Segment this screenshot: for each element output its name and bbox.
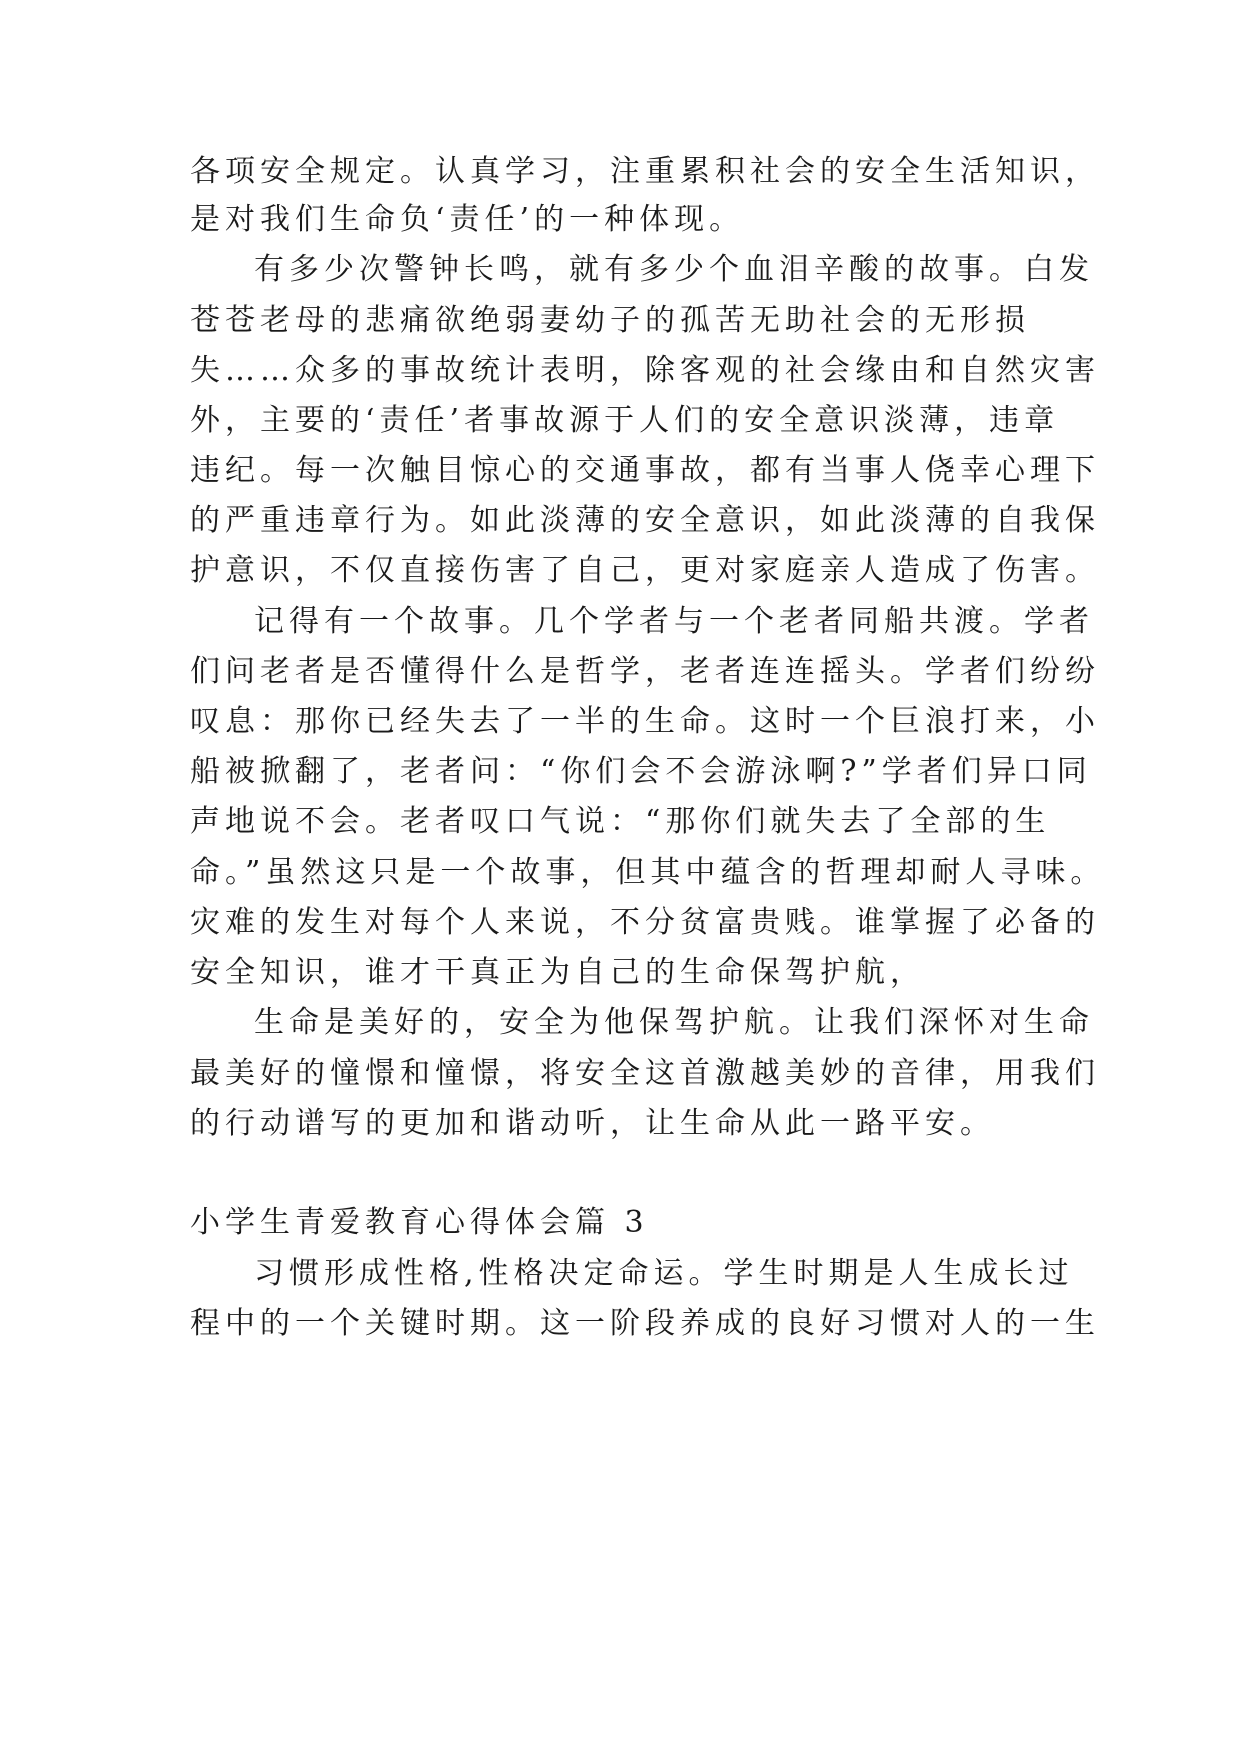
- text-line: 的行动谱写的更加和谐动听，让生命从此一路平安。: [190, 1106, 995, 1141]
- text-line: 最美好的憧憬和憧憬，将安全这首激越美妙的音律，用我们: [190, 1056, 1100, 1091]
- text-line: 安全知识，谁才干真正为自己的生命保驾护航，: [190, 955, 925, 990]
- text-line: 是对我们生命负‘责任’的一种体现。: [190, 202, 745, 237]
- text-line: 失……众多的事故统计表明，除客观的社会缘由和自然灾害: [190, 353, 1100, 388]
- text-line: 护意识，不仅直接伤害了自己，更对家庭亲人造成了伤害。: [190, 553, 1100, 588]
- text-line: 声地说不会。老者叹口气说：“那你们就失去了全部的生: [190, 804, 1051, 839]
- text-line: 灾难的发生对每个人来说，不分贫富贵贱。谁掌握了必备的: [190, 905, 1100, 940]
- text-line: 船被掀翻了，老者问：“你们会不会游泳啊?”学者们异口同: [190, 754, 1092, 789]
- text-line: 各项安全规定。认真学习，注重累积社会的安全生活知识，: [190, 154, 1100, 189]
- section-heading: 小学生青爱教育心得体会篇 3: [190, 1205, 649, 1240]
- text-line: 违纪。每一次触目惊心的交通事故，都有当事人侥幸心理下: [190, 453, 1100, 488]
- paragraph-first-line: 有多少次警钟长鸣，就有多少个血泪辛酸的故事。白发: [254, 252, 1094, 287]
- text-line: 叹息：那你已经失去了一半的生命。这时一个巨浪打来，小: [190, 704, 1100, 739]
- text-line: 们问老者是否懂得什么是哲学，老者连连摇头。学者们纷纷: [190, 654, 1100, 689]
- text-line: 苍苍老母的悲痛欲绝弱妻幼子的孤苦无助社会的无形损: [190, 303, 1030, 338]
- paragraph-first-line: 习惯形成性格,性格决定命运。学生时期是人生成长过: [254, 1256, 1074, 1291]
- text-line: 程中的一个关键时期。这一阶段养成的良好习惯对人的一生: [190, 1306, 1100, 1341]
- text-line: 外，主要的‘责任’者事故源于人们的安全意识淡薄，违章: [190, 403, 1060, 438]
- paragraph-first-line: 生命是美好的，安全为他保驾护航。让我们深怀对生命: [254, 1005, 1094, 1040]
- paragraph-first-line: 记得有一个故事。几个学者与一个老者同船共渡。学者: [254, 604, 1094, 639]
- text-line: 命。”虽然这只是一个故事，但其中蕴含的哲理却耐人寻味。: [190, 855, 1106, 890]
- text-line: 的严重违章行为。如此淡薄的安全意识，如此淡薄的自我保: [190, 503, 1100, 538]
